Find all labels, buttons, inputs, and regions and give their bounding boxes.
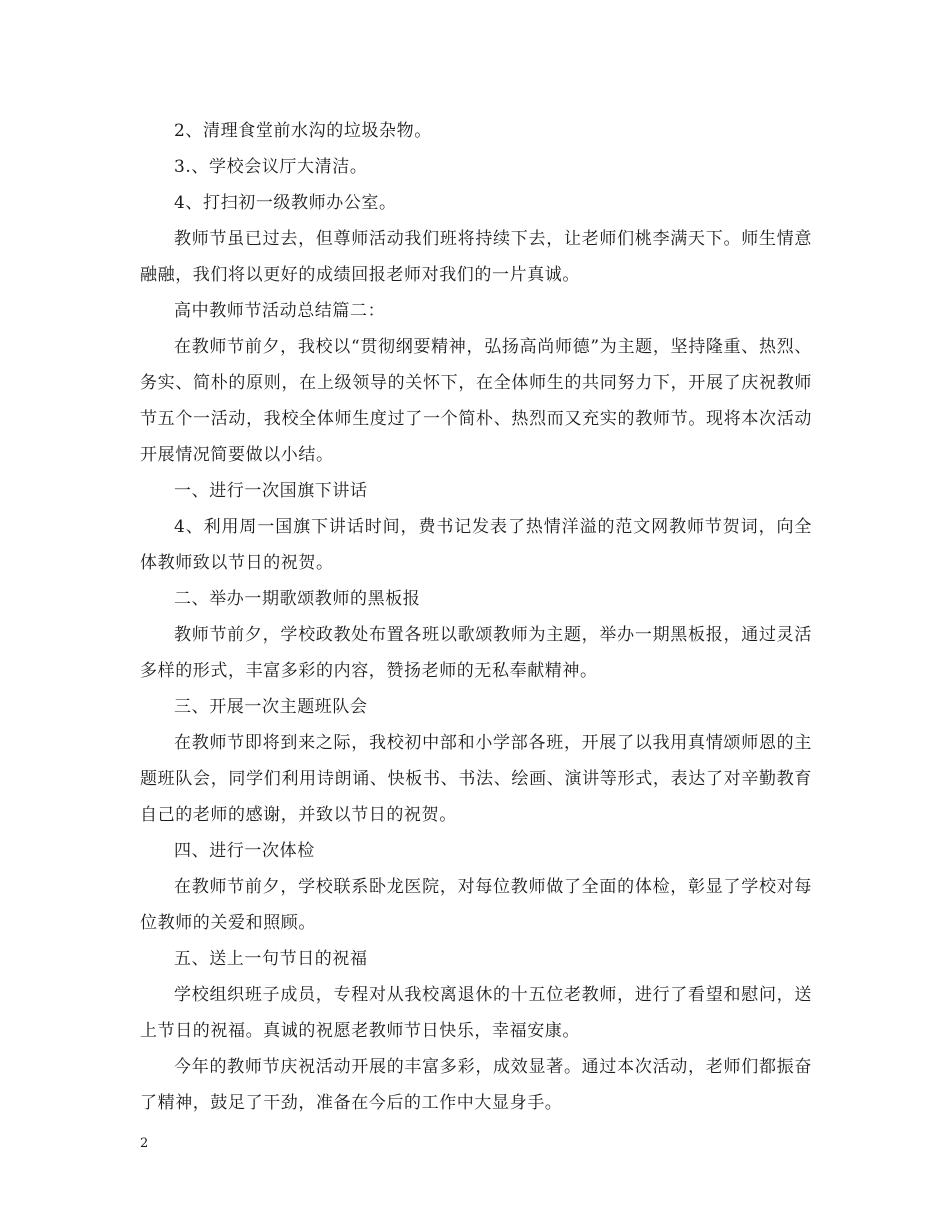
page-number: 2: [140, 1136, 149, 1151]
paragraph-conclusion: 今年的教师节庆祝活动开展的丰富多彩，成效显著。通过本次活动，老师们都振奋了精神，鼓足了干劲，准备在今后的工作中大显身手。: [140, 1057, 812, 1113]
section-heading-part-two: 高中教师节活动总结篇二：: [174, 301, 386, 321]
paragraph-flag-speech: 4、利用周一国旗下讲话时间，费书记发表了热情洋溢的范文网教师节贺词，向全体教师致以节日的祝贺。: [140, 517, 812, 573]
paragraph-class-meeting: 在教师节即将到来之际，我校初中部和小学部各班，开展了以我用真情颂师恩的主题班队会，同学们利用诗朗诵、快板书、书法、绘画、演讲等形式，表达了对辛勤教育自己的老师的感谢，并致以节日的祝贺。: [140, 733, 812, 825]
paragraph-cleanup-office: 4、打扫初一级教师办公室。: [174, 193, 397, 213]
paragraph-health-check: 在教师节前夕，学校联系卧龙医院，对每位教师做了全面的体检，彰显了学校对每位教师的关爱和照顾。: [140, 877, 812, 933]
paragraph-blackboard: 教师节前夕，学校政教处布置各班以歌颂教师为主题，举办一期黑板报，通过灵活多样的形式，丰富多彩的内容，赞扬老师的无私奉献精神。: [140, 625, 812, 681]
paragraph-cleanup-ditch: 2、清理食堂前水沟的垃圾杂物。: [174, 121, 432, 141]
paragraph-cleanup-hall: 3.、学校会议厅大清洁。: [174, 157, 368, 177]
subheading-blackboard: 二、举办一期歌颂教师的黑板报: [174, 589, 421, 609]
subheading-flag-speech: 一、进行一次国旗下讲话: [174, 481, 368, 501]
subheading-class-meeting: 三、开展一次主题班队会: [174, 697, 368, 717]
subheading-health-check: 四、进行一次体检: [174, 841, 315, 861]
subheading-blessing: 五、送上一句节日的祝福: [174, 949, 368, 969]
paragraph-blessing: 学校组织班子成员，专程对从我校离退休的十五位老教师，进行了看望和慰问，送上节日的祝福。真诚的祝愿老教师节日快乐，幸福安康。: [140, 985, 812, 1041]
document-body: [140, 113, 812, 1121]
paragraph-closing-part-one: 教师节虽已过去，但尊师活动我们班将持续下去，让老师们桃李满天下。师生情意融融，我们将以更好的成绩回报老师对我们的一片真诚。: [140, 229, 812, 285]
paragraph-intro-part-two: 在教师节前夕，我校以“贯彻纲要精神，弘扬高尚师德”为主题，坚持隆重、热烈、务实、简朴的原则，在上级领导的关怀下，在全体师生的共同努力下，开展了庆祝教师节五个一活动，我校全体师生度过了一个简朴、热烈而又充实的教师节。现将本次活动开展情况简要做以小结。: [140, 337, 812, 465]
